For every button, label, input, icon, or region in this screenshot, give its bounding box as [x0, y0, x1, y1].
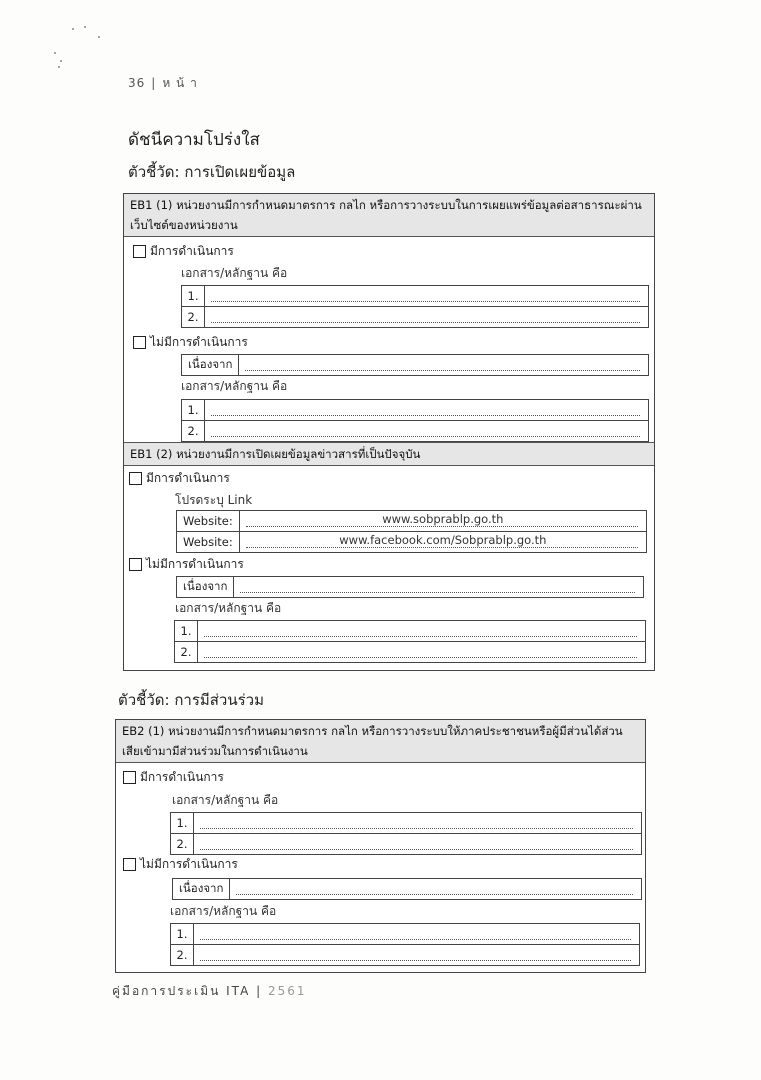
eb1-2-question: EB1 (2) หน่วยงานมีการเปิดเผยข้อมูลข่าวสารที่เป็นปัจจุบัน — [124, 442, 654, 466]
row-number: 2. — [171, 945, 194, 965]
row-number: 1. — [182, 286, 205, 306]
website-url[interactable]: www.sobprablp.go.th — [382, 512, 504, 526]
website-url[interactable]: www.facebook.com/Sobprablp.go.th — [339, 533, 547, 547]
fill-line[interactable] — [198, 621, 645, 641]
option-label: ไม่มีการดำเนินการ — [146, 557, 244, 571]
website-row-1[interactable] — [176, 510, 647, 532]
header-separator: | — [151, 76, 157, 90]
fill-line[interactable] — [205, 286, 648, 306]
fill-line[interactable] — [194, 813, 641, 833]
option-label: ไม่มีการดำเนินการ — [140, 857, 238, 871]
checkbox[interactable] — [129, 472, 142, 485]
fill-line[interactable] — [194, 924, 639, 944]
page-footer — [112, 982, 307, 1001]
row-number: 2. — [182, 421, 205, 441]
checkbox[interactable] — [123, 771, 136, 784]
row-number: 2. — [182, 307, 205, 327]
because-label: เนื่องจาก — [177, 577, 234, 597]
page-title: ดัชนีความโปร่งใส — [128, 130, 260, 150]
checkbox[interactable] — [133, 336, 146, 349]
because-row[interactable] — [176, 576, 644, 598]
link-label: โปรดระบุ Link — [175, 493, 253, 507]
evidence-row-1[interactable] — [181, 399, 649, 421]
website-label: Website: — [177, 511, 240, 531]
footer-text: คู่มือการประเมิน ITA — [112, 984, 251, 998]
indicator-heading-participation: ตัวชี้วัด: การมีส่วนร่วม — [118, 691, 264, 709]
website-row-2[interactable] — [176, 531, 647, 553]
evidence-row-2[interactable] — [181, 420, 649, 442]
because-row[interactable] — [172, 878, 642, 900]
because-row[interactable] — [181, 354, 649, 376]
checkbox[interactable] — [129, 558, 142, 571]
page-header — [128, 74, 198, 93]
website-label: Website: — [177, 532, 240, 552]
row-number: 1. — [171, 924, 194, 944]
website-value-field[interactable] — [240, 532, 646, 552]
row-number: 2. — [175, 642, 198, 662]
evidence-row-1[interactable] — [181, 285, 649, 307]
row-number: 1. — [182, 400, 205, 420]
footer-separator: | — [256, 984, 263, 998]
fill-line[interactable] — [205, 400, 648, 420]
eb2-1-question: EB2 (1) หน่วยงานมีการกำหนดมาตรการ กลไก หรือการวางระบบให้ภาคประชาชนหรือผู้มีส่วนได้ส่วนเสียเข้ามามีส่วนร่วมในการดำเนินงาน — [116, 720, 645, 763]
eb1-box — [123, 193, 655, 671]
checkbox[interactable] — [133, 245, 146, 258]
eb1-2-not-done-option[interactable] — [129, 555, 244, 574]
evidence-row-2[interactable] — [174, 641, 646, 663]
eb1-1-done-option[interactable] — [133, 242, 234, 261]
evidence-row-1[interactable] — [170, 923, 640, 945]
eb1-1-not-done-option[interactable] — [133, 333, 248, 352]
evidence-label: เอกสาร/หลักฐาน คือ — [175, 601, 282, 615]
evidence-label: เอกสาร/หลักฐาน คือ — [181, 266, 288, 280]
website-value-field[interactable] — [240, 511, 646, 531]
evidence-label: เอกสาร/หลักฐาน คือ — [172, 793, 279, 807]
fill-line[interactable] — [194, 945, 639, 965]
fill-line[interactable] — [205, 307, 648, 327]
evidence-label: เอกสาร/หลักฐาน คือ — [170, 904, 277, 918]
eb1-2-done-option[interactable] — [129, 469, 230, 488]
evidence-row-2[interactable] — [181, 306, 649, 328]
because-label: เนื่องจาก — [182, 355, 239, 375]
evidence-row-1[interactable] — [174, 620, 646, 642]
eb2-1-done-option[interactable] — [123, 768, 224, 787]
checkbox[interactable] — [123, 858, 136, 871]
fill-line[interactable] — [198, 642, 645, 662]
evidence-row-1[interactable] — [170, 812, 642, 834]
row-number: 1. — [171, 813, 194, 833]
fill-line[interactable] — [234, 577, 643, 597]
evidence-row-2[interactable] — [170, 833, 642, 855]
eb1-1-question: EB1 (1) หน่วยงานมีการกำหนดมาตรการ กลไก หรือการวางระบบในการเผยแพร่ข้อมูลต่อสาธารณะผ่านเว็บไซต์ของหน่วยงาน — [124, 194, 654, 237]
row-number: 2. — [171, 834, 194, 854]
row-number: 1. — [175, 621, 198, 641]
evidence-label: เอกสาร/หลักฐาน คือ — [181, 379, 288, 393]
option-label: มีการดำเนินการ — [146, 471, 230, 485]
evidence-row-2[interactable] — [170, 944, 640, 966]
scan-speckles — [48, 22, 108, 72]
option-label: มีการดำเนินการ — [150, 244, 234, 258]
option-label: มีการดำเนินการ — [140, 770, 224, 784]
footer-year: 2561 — [267, 984, 307, 998]
fill-line[interactable] — [205, 421, 648, 441]
page-number: 36 — [128, 76, 146, 90]
indicator-heading-disclosure: ตัวชี้วัด: การเปิดเผยข้อมูล — [128, 163, 296, 181]
option-label: ไม่มีการดำเนินการ — [150, 335, 248, 349]
fill-line[interactable] — [194, 834, 641, 854]
eb2-box — [115, 719, 646, 973]
fill-line[interactable] — [239, 355, 648, 375]
page-word: ห น้ า — [162, 76, 198, 90]
because-label: เนื่องจาก — [173, 879, 230, 899]
eb2-1-not-done-option[interactable] — [123, 855, 238, 874]
fill-line[interactable] — [230, 879, 641, 899]
